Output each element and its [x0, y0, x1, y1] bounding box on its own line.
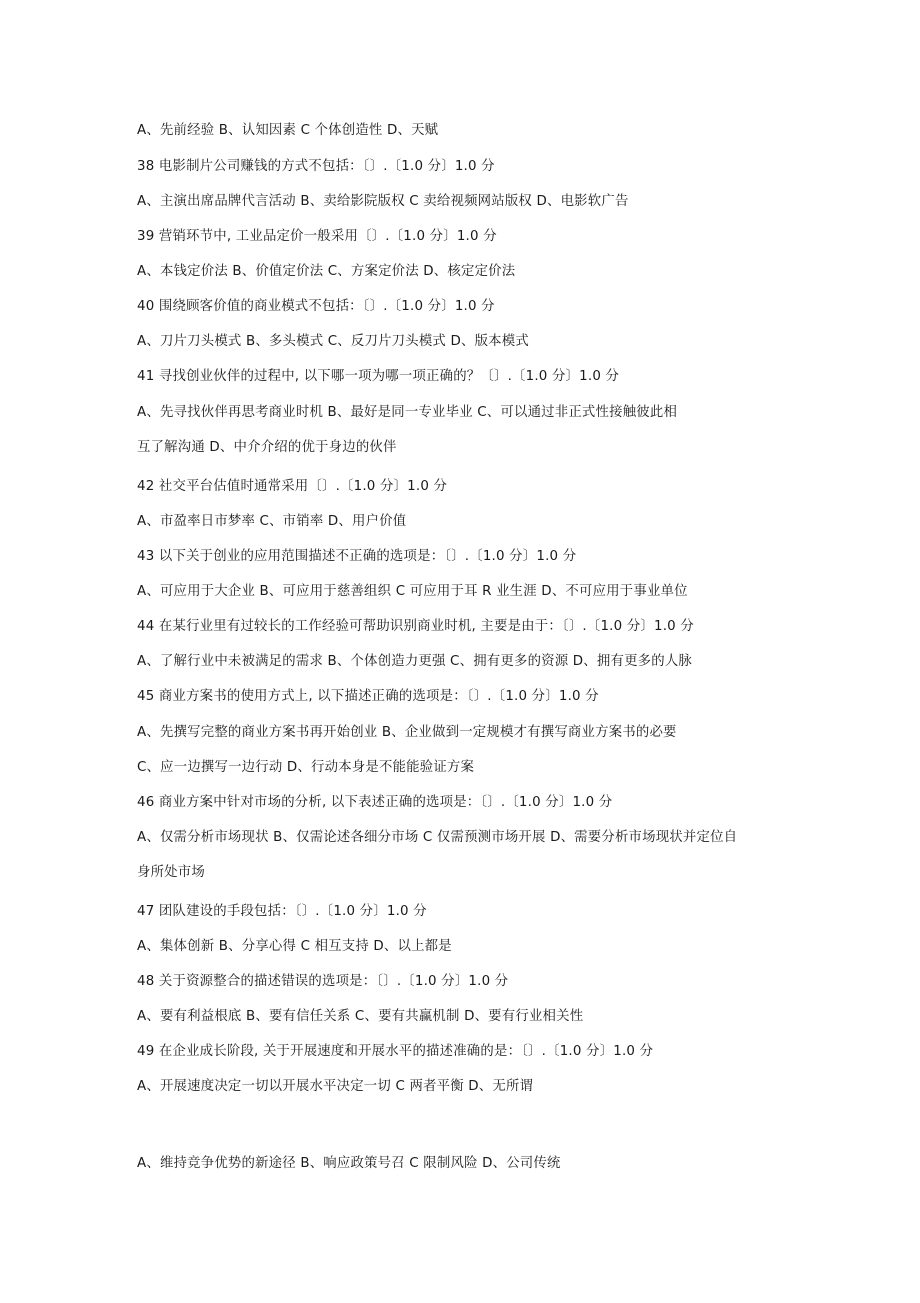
question-39: 39 营销环节中, 工业品定价一般采用〔〕.〔1.0 分〕1.0 分	[137, 229, 497, 244]
answer-options-49: A、开展速度决定一切以开展水平决定一切 C 两者平衡 D、无所谓	[137, 1079, 534, 1094]
answer-options-46-line2: 身所处市场	[137, 865, 205, 880]
question-46: 46 商业方案中针对市场的分析, 以下表述正确的选项是：〔〕.〔1.0 分〕1.0 分	[137, 795, 613, 810]
answer-options-46-line1: A、仅需分析市场现状 B、仅需论述各细分市场 C 仅需预测市场开展 D、需要分析市场现状并定位自	[137, 830, 738, 845]
question-47: 47 团队建设的手段包括：〔〕.〔1.0 分〕1.0 分	[137, 904, 427, 919]
answer-options-41-line1: A、先寻找伙伴再思考商业时机 B、最好是同一专业毕业 C、可以通过非正式性接触彼此相	[137, 405, 678, 420]
answer-options-47: A、集体创新 B、分享心得 C 相互支持 D、以上都是	[137, 939, 452, 954]
answer-options-37: A、先前经验 B、认知因素 C 个体创造性 D、天赋	[137, 123, 439, 138]
answer-options-40: A、刀片刀头模式 B、多头模式 C、反刀片刀头模式 D、版本模式	[137, 334, 529, 349]
answer-options-38: A、主演出席品牌代言活动 B、卖给影院版权 C 卖给视频网站版权 D、电影软广告	[137, 194, 629, 209]
answer-options-45-line2: C、应一边撰写一边行动 D、行动本身是不能能验证方案	[137, 760, 475, 775]
question-41: 41 寻找创业伙伴的过程中, 以下哪一项为哪一项正确的？〔〕.〔1.0 分〕1.0 分	[137, 369, 620, 384]
answer-options-44: A、了解行业中未被满足的需求 B、个体创造力更强 C、拥有更多的资源 D、拥有更多的人脉	[137, 654, 693, 669]
question-38: 38 电影制片公司赚钱的方式不包括：〔〕.〔1.0 分〕1.0 分	[137, 159, 495, 174]
question-43: 43 以下关于创业的应用范围描述不正确的选项是：〔〕.〔1.0 分〕1.0 分	[137, 549, 577, 564]
question-40: 40 围绕顾客价值的商业模式不包括：〔〕.〔1.0 分〕1.0 分	[137, 299, 495, 314]
question-42: 42 社交平台估值时通常采用〔〕.〔1.0 分〕1.0 分	[137, 479, 448, 494]
answer-options-42: A、市盈率日市梦率 C、市销率 D、用户价值	[137, 514, 407, 529]
answer-options-50: A、维持竞争优势的新途径 B、响应政策号召 C 限制风险 D、公司传统	[137, 1156, 561, 1171]
question-49: 49 在企业成长阶段, 关于开展速度和开展水平的描述准确的是：〔〕.〔1.0 分〕1.0 分	[137, 1044, 654, 1059]
answer-options-41-line2: 互了解沟通 D、中介介绍的优于身边的伙伴	[137, 440, 397, 455]
answer-options-48: A、要有利益根底 B、要有信任关系 C、要有共赢机制 D、要有行业相关性	[137, 1009, 584, 1024]
answer-options-43: A、可应用于大企业 B、可应用于慈善组织 C 可应用于耳 R 业生涯 D、不可应用于事业单位	[137, 584, 688, 599]
answer-options-39: A、本钱定价法 B、价值定价法 C、方案定价法 D、核定定价法	[137, 264, 516, 279]
answer-options-45-line1: A、先撰写完整的商业方案书再开始创业 B、企业做到一定规模才有撰写商业方案书的必要	[137, 725, 677, 740]
question-44: 44 在某行业里有过较长的工作经验可帮助识别商业时机, 主要是由于：〔〕.〔1.0 分〕1.0 分	[137, 619, 694, 634]
question-48: 48 关于资源整合的描述错误的选项是：〔〕.〔1.0 分〕1.0 分	[137, 974, 509, 989]
question-45: 45 商业方案书的使用方式上, 以下描述正确的选项是：〔〕.〔1.0 分〕1.0 分	[137, 689, 599, 704]
